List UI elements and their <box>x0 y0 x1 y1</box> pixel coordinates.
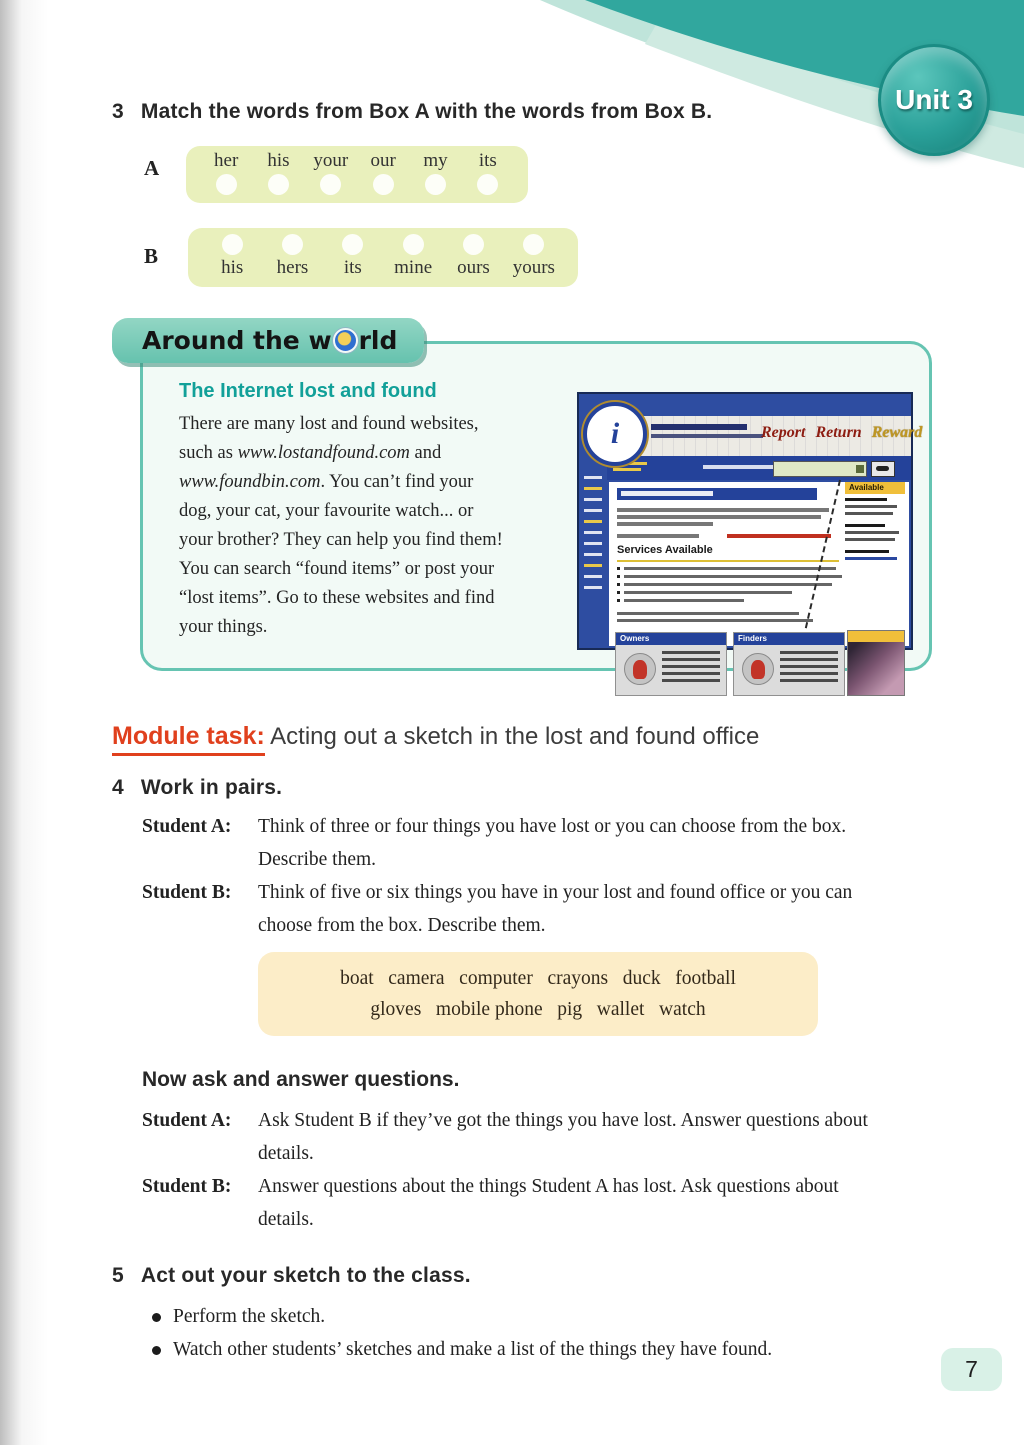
match-cell <box>262 232 322 283</box>
content-title-bar <box>617 488 817 500</box>
match-cell <box>202 232 262 283</box>
bullet-marker <box>152 1313 161 1322</box>
nav-report: Report <box>761 424 806 441</box>
website-navbar <box>607 456 911 480</box>
student-a-line2: Describe them. <box>258 849 377 870</box>
paragraph-placeholder <box>617 508 829 512</box>
bullet1-text: Perform the sketch. <box>173 1306 326 1327</box>
article-line: You can search “found items” or post your <box>179 559 495 579</box>
match-cell <box>323 232 383 283</box>
available-title: Available <box>845 482 905 494</box>
box-b-label: B <box>144 244 159 268</box>
student-b-label: Student B: <box>142 882 232 903</box>
article-segment: and <box>409 443 442 463</box>
article-line <box>179 468 587 497</box>
bullet-text-placeholder <box>624 575 842 578</box>
match-word: its <box>478 150 497 171</box>
student-a-line1: Think of three or four things you have lost or you can choose from the box. <box>258 816 847 837</box>
match-cell <box>383 232 443 283</box>
exercise5-number: 5 <box>112 1264 124 1287</box>
exercise3-number: 3 <box>112 100 124 123</box>
article-url: www.lostandfound.com <box>237 443 410 463</box>
bullet-text-placeholder <box>624 583 832 586</box>
article-line: dog, your cat, your favourite watch... or <box>179 501 474 521</box>
banner-text-post: rld <box>358 326 398 355</box>
bullet-square <box>617 591 620 594</box>
exercise4-number: 4 <box>112 776 124 799</box>
match-word: hers <box>276 257 309 278</box>
qa-student-a-line1: Ask Student B if they’ve got the things you have lost. Answer questions about <box>258 1110 868 1131</box>
box-b <box>188 228 578 287</box>
finders-title: Finders <box>734 633 844 645</box>
match-word: yours <box>512 257 555 278</box>
match-word: my <box>423 150 448 171</box>
article-url: www.foundbin.com <box>179 472 321 492</box>
bullet-text-placeholder <box>624 599 744 602</box>
label-placeholder <box>617 534 699 538</box>
page-number-badge <box>941 1348 1002 1391</box>
finder-avatar-icon <box>742 653 774 685</box>
text-placeholder <box>617 612 799 615</box>
module-task <box>112 722 759 751</box>
box-a-label: A <box>144 156 160 180</box>
logo-glyph: i <box>610 417 620 450</box>
finders-panel <box>733 632 845 696</box>
match-dot <box>282 234 303 255</box>
article-title: The Internet lost and found <box>179 380 437 402</box>
match-dot <box>463 234 484 255</box>
match-word: her <box>214 150 239 171</box>
module-task-text: Acting out a sketch in the lost and found office <box>264 723 760 750</box>
article-line <box>179 439 587 468</box>
match-word: ours <box>457 257 490 278</box>
globe-icon <box>333 328 358 353</box>
article-paragraph <box>179 410 587 642</box>
nav-reward: Reward <box>871 424 923 441</box>
match-word: his <box>221 257 244 278</box>
unit-badge-label: Unit 3 <box>895 84 973 115</box>
article-segment: . You can’t find your <box>320 472 474 492</box>
page-spine-shading <box>0 0 48 1445</box>
article-line: There are many lost and found websites, <box>179 414 479 434</box>
bullet-text-placeholder <box>624 591 792 594</box>
match-dot <box>342 234 363 255</box>
page-number: 7 <box>965 1356 978 1382</box>
text-placeholder <box>617 619 813 622</box>
ad-header <box>848 631 904 642</box>
article-line: “lost items”. Go to these websites and find <box>179 588 495 608</box>
bullet-square <box>617 599 620 602</box>
article-segment: such as <box>179 443 238 463</box>
match-word: our <box>370 150 396 171</box>
student-b-line2: choose from the box. Describe them. <box>258 915 546 936</box>
article-line: your things. <box>179 617 268 637</box>
student-a-label: Student A: <box>142 816 232 837</box>
finder-details-placeholder <box>780 651 838 686</box>
paragraph-placeholder <box>617 515 821 519</box>
qa-student-b-line2: details. <box>258 1209 314 1230</box>
site-section-dropdown <box>773 461 867 477</box>
match-word: mine <box>394 257 433 278</box>
match-word: its <box>343 257 362 278</box>
bullet-marker <box>152 1346 161 1355</box>
paragraph-placeholder <box>617 522 713 526</box>
match-dot <box>523 234 544 255</box>
bullet2-text: Watch other students’ sketches and make a list of the things they have found. <box>173 1339 773 1360</box>
qa-student-b-line1: Answer questions about the things Student A has lost. Ask questions about <box>258 1176 839 1197</box>
available-box <box>845 482 905 560</box>
bullet-text-placeholder <box>624 567 836 570</box>
bullet-item <box>152 1339 772 1361</box>
match-word: his <box>267 150 290 171</box>
exercise4-title: Work in pairs. <box>140 776 283 799</box>
word-box <box>258 952 818 1036</box>
bullet-square <box>617 583 620 586</box>
owner-details-placeholder <box>662 651 720 686</box>
followup-title: Now ask and answer questions. <box>142 1068 460 1091</box>
article-line: your brother? They can help you find them! <box>179 530 503 550</box>
match-word: your <box>313 150 349 171</box>
red-link-placeholder <box>727 534 831 538</box>
qa-student-a-label: Student A: <box>142 1110 232 1131</box>
services-underline <box>617 560 839 562</box>
navbar-link-placeholder <box>613 468 641 471</box>
brand-text-placeholder <box>651 424 747 430</box>
header-swoosh <box>0 0 1024 200</box>
exercise5-heading <box>112 1264 471 1288</box>
nav-return: Return <box>815 424 862 441</box>
around-the-world-panel <box>140 341 932 671</box>
owners-panel <box>615 632 727 696</box>
match-dot <box>222 234 243 255</box>
qa-student-a-line2: details. <box>258 1143 314 1164</box>
student-b-line1: Think of five or six things you have in your lost and found office or you can <box>258 882 853 903</box>
match-cell <box>443 232 503 283</box>
exercise3-title: Match the words from Box A with the words from Box B. <box>140 100 713 123</box>
bullet-item <box>152 1306 325 1328</box>
brand-tagline-placeholder <box>651 434 763 438</box>
ad-box <box>847 630 905 696</box>
word-box-line2: gloves mobile phone pig wallet watch <box>370 998 706 1020</box>
module-task-label: Module task: <box>112 722 265 756</box>
services-heading: Services Available <box>617 544 713 556</box>
qa-student-b-label: Student B: <box>142 1176 232 1197</box>
exercise4-heading <box>112 776 282 800</box>
match-cell <box>504 232 564 283</box>
match-dot <box>403 234 424 255</box>
unit-badge <box>878 44 990 156</box>
go-button <box>871 461 895 477</box>
owner-avatar-icon <box>624 653 656 685</box>
around-the-world-banner <box>112 318 424 363</box>
photo-thumbnail <box>848 642 904 695</box>
exercise5-title: Act out your sketch to the class. <box>140 1264 471 1287</box>
website-screenshot <box>577 392 923 650</box>
banner-text-pre: Around the w <box>142 326 332 355</box>
bullet-square <box>617 567 620 570</box>
website-content <box>609 482 909 646</box>
dashed-callout-line <box>805 480 841 629</box>
website-nav-words <box>761 424 922 442</box>
bullet-square <box>617 575 620 578</box>
owners-title: Owners <box>616 633 726 645</box>
word-box-line1: boat camera computer crayons duck football <box>340 967 736 989</box>
lost-and-found-logo-icon <box>583 402 647 466</box>
